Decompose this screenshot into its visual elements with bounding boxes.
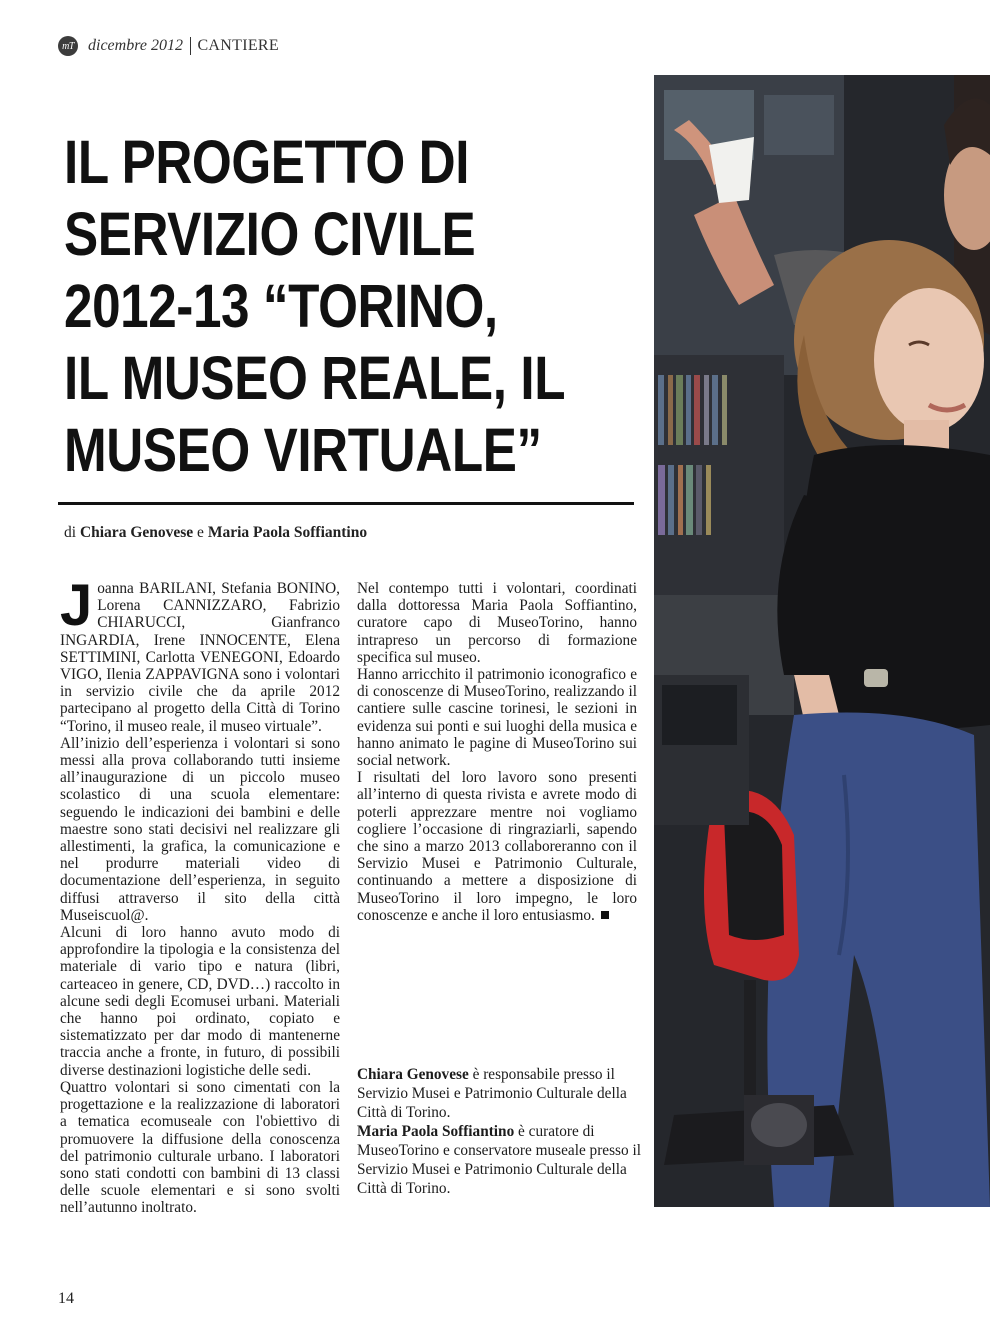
author-bios — [357, 1065, 647, 1198]
headline-line: MUSEO VIRTUALE” — [64, 416, 542, 484]
drop-cap: J — [60, 573, 93, 638]
byline-prefix: di — [64, 524, 77, 541]
article-paragraph — [357, 769, 637, 924]
article-paragraph: Quattro volontari si sono cimentati con la progettazione e la realizzazione di laboratori a tematica ecomuseale con l'obiettivo di promuovere la diffusione della conoscenza del patrimonio culturale urbano. I laboratori sono stati condotti con bambini di 13 classi delle scuole elementari e si sono svolti nell’autunno inoltrato. — [60, 1078, 340, 1217]
article-paragraph: Alcuni di loro hanno avuto modo di approfondire la tipologia e la consistenza del materiale di vario tipo e natura (libri, carteaceo in genere, CD, DVD…) raccolto in alcune sedi degli Ecomusei urbani. Materiali che hanno poi ordinato, copiato e sistematizzato per dar modo di mantenerne traccia anche a fronte, in futuro, di possibili diverse destinazioni logistiche delle sedi. — [60, 924, 340, 1079]
headline-rule — [58, 502, 634, 505]
page-header — [58, 34, 279, 58]
byline-conjunction: e — [197, 524, 204, 541]
paragraph-text: oanna BARILANI, Stefania BONINO, Lorena CANNIZZARO, Fabrizio CHIARUCCI, Gianfranco INGARDIA, Irene INNOCENTE, Elena SETTIMINI, Carlotta VENEGONI, Edoardo VIGO, Ilenia ZAPPAVIGNA sono i volontari in servizio civile che da aprile 2012 partecipano al progetto della Città di Torino “Torino, il museo reale, il museo virtuale”. — [60, 580, 340, 735]
author-bio — [357, 1065, 647, 1122]
byline — [64, 524, 367, 542]
issue-date: dicembre 2012 — [88, 37, 183, 54]
byline-author-2: Maria Paola Soffiantino — [207, 524, 368, 541]
article-paragraph — [60, 573, 340, 735]
bio-name: Maria Paola Soffiantino — [357, 1123, 515, 1140]
end-of-article-mark — [601, 911, 609, 919]
bio-text: è responsabile presso il Servizio Musei e Patrimonio Culturale della Città di Torino. — [357, 1066, 627, 1121]
paragraph-text: I risultati del loro lavoro sono presenti all’interno di questa rivista e avrete modo di poterli apprezzare mentre noi vogliamo cogliere l’occasione di ringraziarli, sapendo che sino a marzo 2013 collaboreranno con il Servizio Musei e Patrimonio Culturale, continuando a mettere a disposizione di MuseoTorino il loro impegno, le loro conoscenze e anche il loro entusiasmo. — [357, 769, 637, 924]
header-divider — [190, 37, 192, 55]
page-number: 14 — [58, 1290, 74, 1307]
headline-line: IL PROGETTO DI — [64, 128, 470, 196]
byline-author-1: Chiara Genovese — [79, 524, 194, 541]
headline-line: SERVIZIO CIVILE — [64, 200, 476, 268]
article-paragraph: Nel contempo tutti i volontari, coordinati dalla dottoressa Maria Paola Soffiantino, curatore capo di MuseoTorino, hanno intrapreso un percorso di formazione specifica sul museo. — [357, 580, 637, 666]
article-paragraph: All’inizio dell’esperienza i volontari si sono messi alla prova collaborando tutti insieme all’inaugurazione di un piccolo museo scolastico di una scuola elementare: seguendo le indicazioni dei bambini e delle maestre sono stati decisivi nel realizzare gli allestimenti, la grafica, la comunicazione e nel produrre materiali video di documentazione dell’esperienza, in seguito diffusi attraverso il sito della città Museiscuol@. — [60, 734, 340, 924]
article-paragraph: Hanno arricchito il patrimonio iconografico e di conoscenze di MuseoTorino, realizzando il cantiere sulle cascine torinesi, le sezioni in evidenza sui ponti e sui luoghi della musica e hanno animato le pagine di MuseoTorino sui social network. — [357, 666, 637, 770]
headline-line: IL MUSEO REALE, IL — [64, 344, 566, 412]
bio-name: Chiara Genovese — [357, 1066, 469, 1083]
headline-line: 2012-13 “TORINO, — [64, 272, 498, 340]
bio-text: è curatore di MuseoTorino e conservatore museale presso il Servizio Musei e Patrimonio Culturale della Città di Torino. — [357, 1123, 641, 1197]
section-label: CANTIERE — [197, 37, 279, 54]
article-headline — [64, 126, 566, 486]
author-bio — [357, 1122, 647, 1198]
article-column-2 — [357, 580, 637, 924]
museotorino-logo: mT — [58, 36, 78, 56]
article-column-1 — [60, 573, 340, 1217]
volunteers-photo — [654, 75, 990, 1207]
